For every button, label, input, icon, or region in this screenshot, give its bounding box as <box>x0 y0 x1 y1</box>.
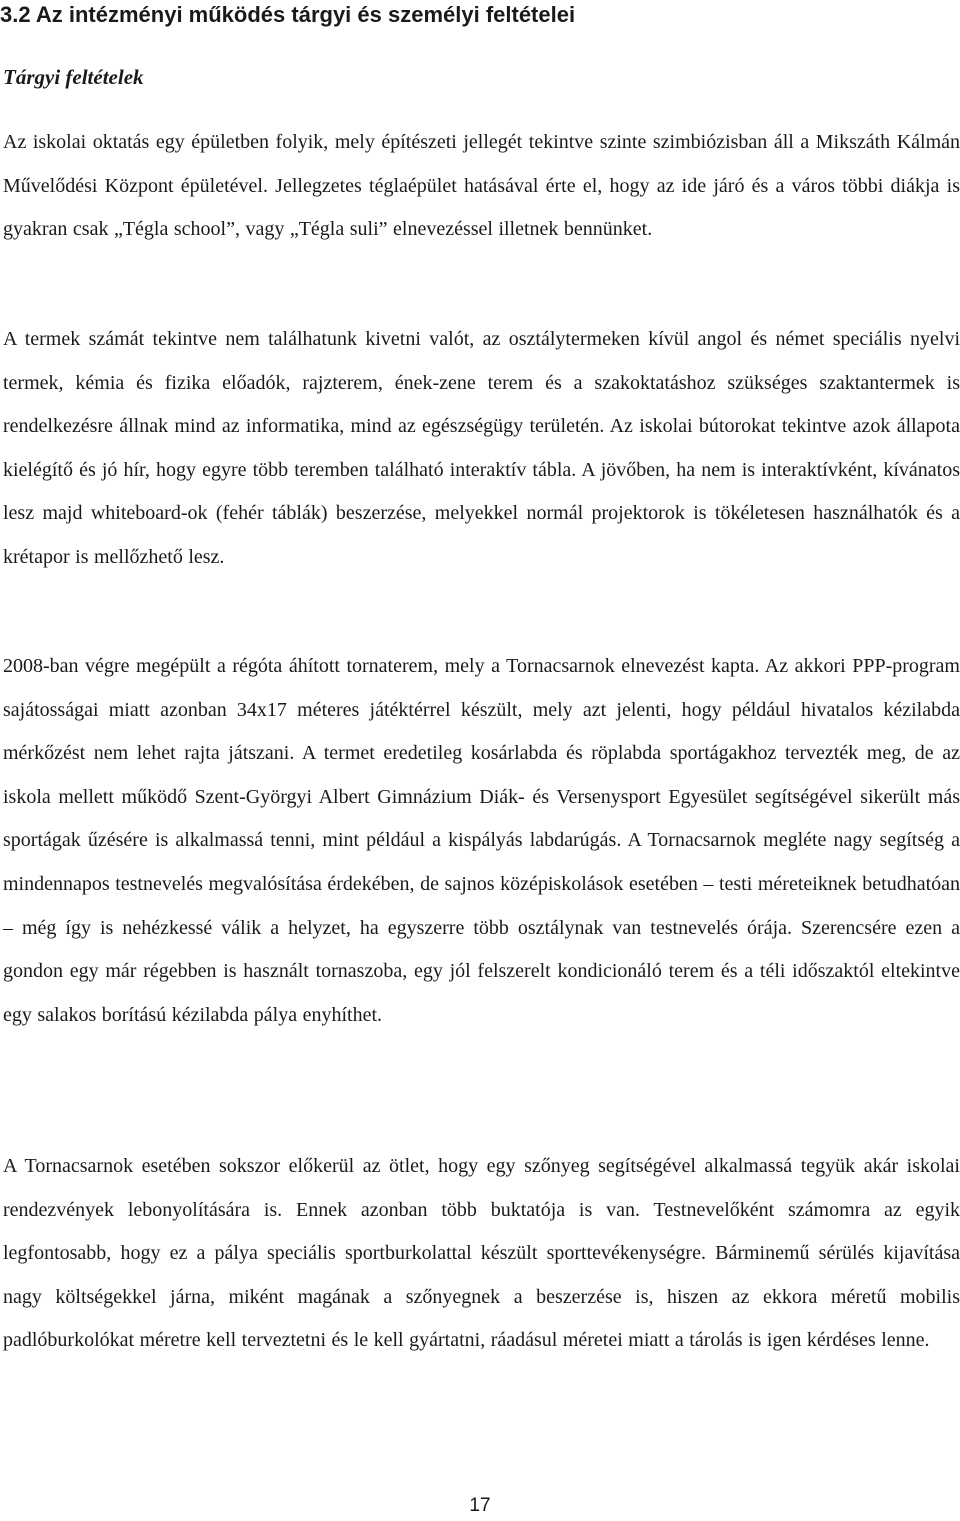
paragraph-gym: 2008-ban végre megépült a régóta áhított tornaterem, mely a Tornacsarnok elnevezést kapta. Az akkori PPP-program sajátosságai miatt azonban 34x17 méteres játéktérrel készült, mely azt jelenti, hogy például hivatalos kézilabda mérkőzést nem lehet rajta játszani. A termet eredetileg kosárlabda és röplabda sportágakhoz tervezték meg, de az iskola mellett működő Szent-Györgyi Albert Gimnázium Diák- és Versenysport Egyesület segítségével sikerült más sportágak űzésére is alkalmassá tenni, mint például a kispályás labdarúgás. A Tornacsarnok megléte nagy segítség a mindennapos testnevelés megvalósítása érdekében, de sajnos középiskolások esetében – testi méreteiknek betudhatóan – még így is nehézkessé válik a helyzet, ha egyszerre több osztálynak van testnevelés órája. Szerencsére ezen a gondon egy már régebben is használt tornaszoba, egy jól felszerelt kondicionáló terem és a téli időszaktól eltekintve egy salakos borítású kézilabda pálya enyhíthet. <box>3 655 960 1026</box>
paragraph-carpet: A Tornacsarnok esetében sokszor előkerül az ötlet, hogy egy szőnyeg segítségével alkalmassá tegyük akár iskolai rendezvények lebonyolítására is. Ennek azonban több buktatója is van. Testnevelőként számomra az egyik legfontosabb, hogy ez a pálya speciális sportburkolattal készült sporttevékenységre. Bárminemű sérülés kijavítása nagy költségekkel járna, miként magának a szőnyegnek a beszerzése is, hiszen az ekkora méretű mobilis padlóburkolókat méretre kell terveztetni és le kell gyártatni, ráadásul méretei miatt a tárolás is igen kérdéses lenne. <box>3 1155 960 1352</box>
page-number: 17 <box>469 1495 491 1516</box>
paragraph-classrooms: A termek számát tekintve nem találhatunk kivetni valót, az osztálytermeken kívül angol és német speciális nyelvi termek, kémia és fizika előadók, rajzterem, ének-zene terem és a szakoktatáshoz szükséges szaktantermek is rendelkezésre állnak mind az informatika, mind az egészségügy területén. Az iskolai bútorokat tekintve azok állapota kielégítő és jó hír, hogy egyre több teremben található interaktív tábla. A jövőben, ha nem is interaktívként, kívánatos lesz majd whiteboard-ok (fehér táblák) beszerzése, melyekkel normál projektorok is tökéletesen használhatók és a krétapor is mellőzhető lesz. <box>3 328 960 568</box>
section-heading: 3.2 Az intézményi működés tárgyi és személyi feltételei <box>0 2 576 27</box>
paragraph-building: Az iskolai oktatás egy épületben folyik, mely építészeti jellegét tekintve szinte szimbiózisban áll a Mikszáth Kálmán Művelődési Központ épületével. Jellegzetes téglaépület hatásával érte el, hogy az ide járó és a város többi diákja is gyakran csak „Tégla school”, vagy „Tégla suli” elnevezéssel illetnek bennünket. <box>3 131 960 241</box>
subsection-heading: Tárgyi feltételek <box>3 65 144 89</box>
